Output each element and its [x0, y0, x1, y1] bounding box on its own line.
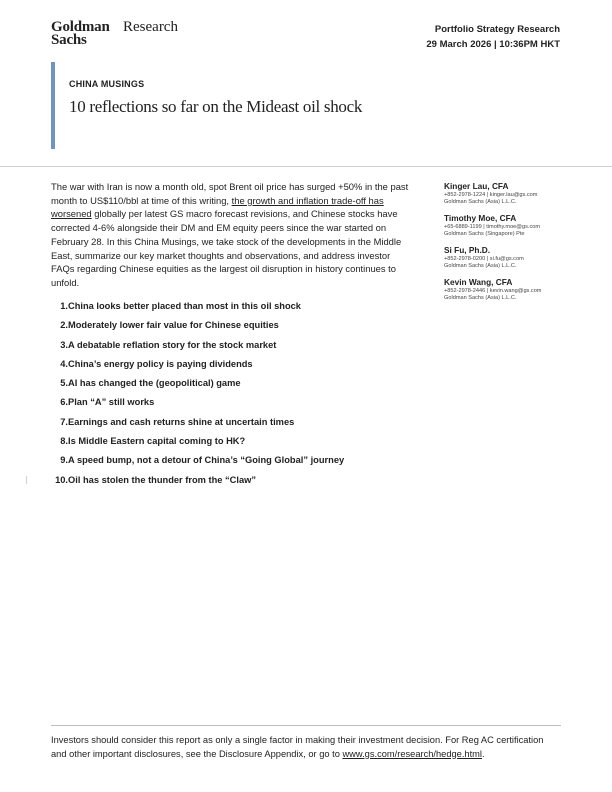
goldman-sachs-logo	[51, 19, 178, 48]
logo-line1: Goldman	[51, 19, 110, 35]
author-firm: Goldman Sachs (Asia) L.L.C.	[444, 199, 517, 205]
disclaimer	[51, 734, 561, 761]
toc-number: 5.	[60, 378, 68, 389]
author-list	[444, 181, 574, 309]
disclaimer-text: Investors should consider this report as only a single factor in making their investment decision. For Reg AC certification and other important disclosures, see the Disclosure Appendix, or go to	[51, 735, 544, 759]
author-card	[444, 277, 574, 302]
disclaimer-end: .	[481, 748, 485, 759]
toc-item[interactable]	[51, 320, 279, 339]
author-card	[444, 181, 574, 206]
toc-number: 1.	[60, 301, 68, 311]
toc-item[interactable]	[51, 455, 345, 474]
author-firm: Goldman Sachs (Singapore) Pte	[444, 231, 525, 237]
toc-number: 6.	[60, 397, 68, 408]
intro-paragraph	[51, 180, 416, 290]
toc-number: 9.	[60, 455, 68, 466]
author-card	[444, 245, 574, 270]
toc-title: Plan “A” still works	[68, 397, 155, 408]
growth-inflation-link[interactable]: the growth and inflation trade-off has worsened	[51, 194, 384, 220]
author-card	[444, 213, 574, 238]
intro-text-1: The war with Iran is now a month old, spot Brent oil price has surged +50% in the past month to US$110/bbl at time of this writing,	[51, 181, 409, 206]
intro-text-2: globally per latest GS macro forecast revisions, and Chinese stocks have corrected 4-6% alongside their DM and EM equity peers since the war started on February 28. In this China Musings, we take stock of the developments in the Middle East, summarize our key market thoughts and observations, and address investor FAQs regarding Chinese equities as the largest oil disruption in history continues to unfold.	[51, 208, 402, 288]
toc-title: A speed bump, not a detour of China’s “Going Global” journey	[68, 455, 345, 466]
author-name: Timothy Moe, CFA	[444, 213, 517, 223]
toc-item[interactable]	[51, 436, 246, 455]
toc-number: 3.	[60, 339, 68, 350]
toc-title: China’s energy policy is paying dividends	[68, 358, 253, 369]
report-type: Portfolio Strategy Research	[434, 24, 560, 35]
series-label: CHINA MUSINGS	[69, 79, 145, 89]
author-contact[interactable]: +852-2978-1224 | kinger.lau@gs.com	[444, 192, 538, 198]
author-name: Kinger Lau, CFA	[444, 181, 509, 191]
logo-line2: Sachs	[51, 32, 87, 48]
toc-item[interactable]	[51, 358, 253, 378]
toc-title: China looks better placed than most in this oil shock	[68, 301, 301, 311]
disclosure-link[interactable]: www.gs.com/research/hedge.html	[342, 748, 482, 759]
toc-item[interactable]	[51, 397, 155, 416]
toc-number: 8.	[60, 436, 68, 447]
author-name: Si Fu, Ph.D.	[444, 245, 491, 255]
footer-divider	[51, 725, 561, 726]
toc-item[interactable]	[51, 474, 257, 494]
header-divider	[0, 166, 612, 167]
toc-number: 4.	[60, 358, 68, 369]
author-contact[interactable]: +852-2978-0200 | si.fu@gs.com	[444, 256, 524, 262]
report-date: 29 March 2026 | 10:36PM HKT	[426, 39, 560, 50]
table-of-contents	[51, 301, 345, 494]
author-firm: Goldman Sachs (Asia) L.L.C.	[444, 295, 517, 301]
toc-number: 10.	[55, 474, 68, 485]
toc-number: 7.	[60, 416, 68, 427]
toc-number: 2.	[60, 320, 68, 331]
logo-research-label: Research	[123, 19, 178, 35]
toc-title: A debatable reflation story for the stock market	[68, 339, 277, 350]
toc-title: Earnings and cash returns shine at uncertain times	[68, 416, 295, 427]
toc-title: Moderately lower fair value for Chinese equities	[68, 320, 279, 331]
toc-title: AI has changed the (geopolitical) game	[68, 378, 241, 389]
toc-title: Is Middle Eastern capital coming to HK?	[68, 436, 246, 447]
header-meta	[426, 22, 560, 52]
toc-item[interactable]	[51, 378, 241, 397]
toc-item[interactable]	[51, 416, 295, 436]
author-firm: Goldman Sachs (Asia) L.L.C.	[444, 263, 517, 269]
toc-title: Oil has stolen the thunder from the “Claw”	[68, 474, 257, 485]
author-contact[interactable]: +852-2978-2446 | kevin.wang@gs.com	[444, 288, 542, 294]
title-accent-bar	[51, 62, 55, 149]
author-name: Kevin Wang, CFA	[444, 277, 513, 287]
toc-item[interactable]	[51, 301, 301, 320]
toc-item[interactable]	[51, 339, 277, 359]
logo-wordmark	[51, 21, 110, 47]
author-contact[interactable]: +65-6889-1199 | timothy.moe@gs.com	[444, 224, 541, 230]
margin-mark	[26, 476, 27, 484]
page-title: 10 reflections so far on the Mideast oil shock	[69, 97, 363, 116]
